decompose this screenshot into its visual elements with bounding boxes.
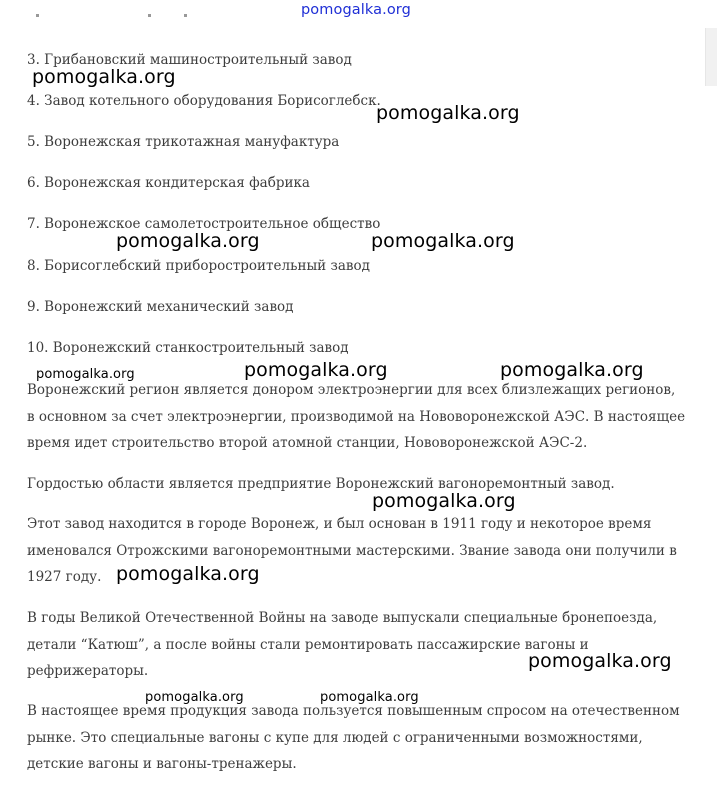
watermark-text: pomogalka.org: [32, 66, 176, 88]
cut-off-text-fragment: [36, 14, 236, 20]
paragraph-history: Этот завод находится в городе Воронеж, и был основан в 1911 году и некоторое время именовался Отрожскими вагоноремонтными мастерскими. Звание завода они получили в 1927 году.: [27, 516, 677, 585]
list-item: 7. Воронежское самолетостроительное общество: [27, 216, 381, 232]
watermark-text: pomogalka.org: [500, 359, 644, 381]
list-item: 3. Грибановский машиностроительный завод: [27, 52, 352, 68]
paragraph-products: В настоящее время продукция завода пользуется повышенным спросом на отечественном рынке. Это специальные вагоны с купе для людей с ограниченными возможностями, детские вагоны и вагоны-тренажеры.: [27, 703, 680, 772]
watermark-text: pomogalka.org: [145, 690, 244, 705]
watermark-text: pomogalka.org: [371, 230, 515, 252]
list-item: 8. Борисоглебский приборостроительный завод: [27, 258, 370, 274]
watermark-text: pomogalka.org: [528, 650, 672, 672]
watermark-text: pomogalka.org: [116, 563, 260, 585]
watermark-text: pomogalka.org: [116, 230, 260, 252]
watermark-text: pomogalka.org: [376, 102, 520, 124]
paragraph-war: В годы Великой Отечественной Войны на заводе выпускали специальные бронепоезда, детали “Катюш”, а после войны стали ремонтировать пассажирские вагоны и рефрижераторы.: [27, 610, 658, 679]
scrollbar[interactable]: [705, 28, 717, 86]
watermark-text: pomogalka.org: [301, 2, 411, 18]
watermark-text: pomogalka.org: [36, 367, 135, 382]
list-item: 6. Воронежская кондитерская фабрика: [27, 175, 310, 191]
paragraph-pride: Гордостью области является предприятие Воронежский вагоноремонтный завод.: [27, 476, 615, 492]
list-item: 9. Воронежский механический завод: [27, 299, 294, 315]
list-item: 10. Воронежский станкостроительный завод: [27, 340, 349, 356]
watermark-text: pomogalka.org: [244, 359, 388, 381]
watermark-text: pomogalka.org: [320, 690, 419, 705]
watermark-text: pomogalka.org: [372, 490, 516, 512]
cut-off-heading: [27, 796, 327, 803]
list-item: 5. Воронежская трикотажная мануфактура: [27, 134, 340, 150]
list-item: 4. Завод котельного оборудования Борисоглебск.: [27, 93, 381, 109]
paragraph-energy: Воронежский регион является донором электроэнергии для всех близлежащих регионов, в основном за счет электроэнергии, производимой на Нововоронежской АЭС. В настоящее время идет строительство второй атомной станции, Нововоронежской АЭС-2.: [27, 382, 686, 451]
